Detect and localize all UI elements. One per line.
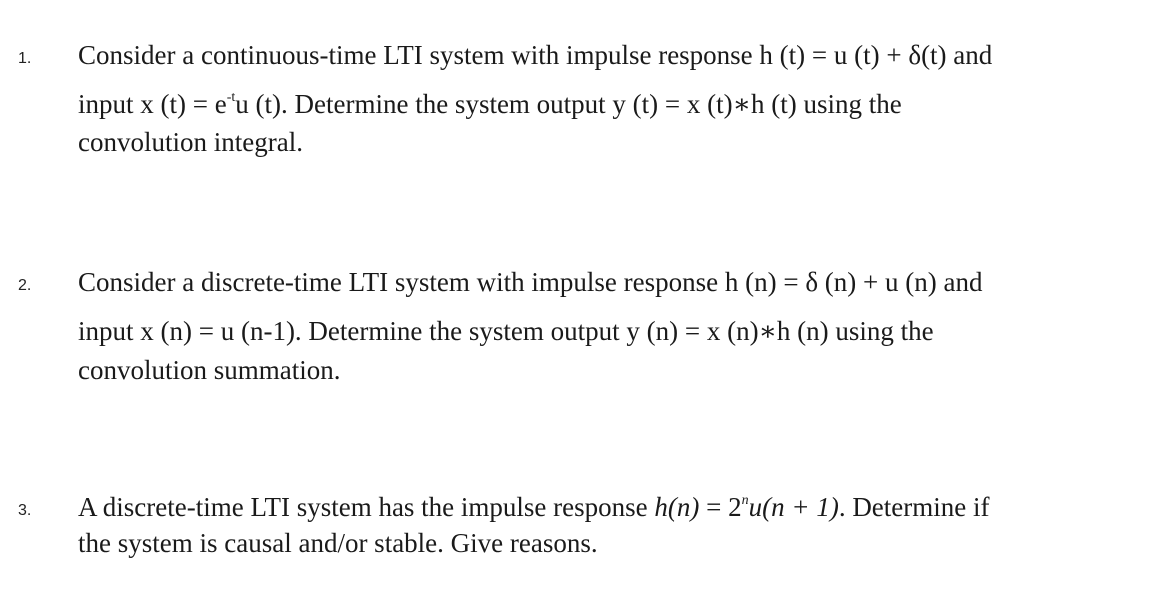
math-expression: = 2 [699,492,742,522]
exponent: -t [226,90,236,105]
text-segment: A discrete-time LTI system has the impulse response [78,492,655,522]
problem-text-line: input x (n) = u (n-1). Determine the system output y (n) = x (n)∗h (n) using the [78,316,934,346]
problem-text-line: convolution summation. [78,355,341,385]
problem-number: 1. [18,50,32,67]
problem-number: 2. [18,277,32,294]
problem-text-line: convolution integral. [78,127,303,157]
problem-text-line: Consider a discrete-time LTI system with impulse response h (n) = δ (n) + u (n) and [78,267,983,297]
problem-text-line: the system is causal and/or stable. Give reasons. [78,528,598,558]
text-segment: . Determine if [838,492,990,522]
math-expression: h(n) [654,492,700,522]
problem-text-line: Consider a continuous-time LTI system with impulse response h (t) = u (t) + δ(t) and [78,40,993,70]
problem-text-line [78,91,902,118]
text-segment: input x (t) = e [78,89,227,119]
text-segment: u (t). Determine the system output y (t) = x (t)∗h (t) using the [235,89,902,119]
problem-number: 3. [18,502,32,519]
problem-text-line [78,494,990,521]
math-expression: u(n + 1) [748,492,839,522]
exponent: n [741,493,749,508]
